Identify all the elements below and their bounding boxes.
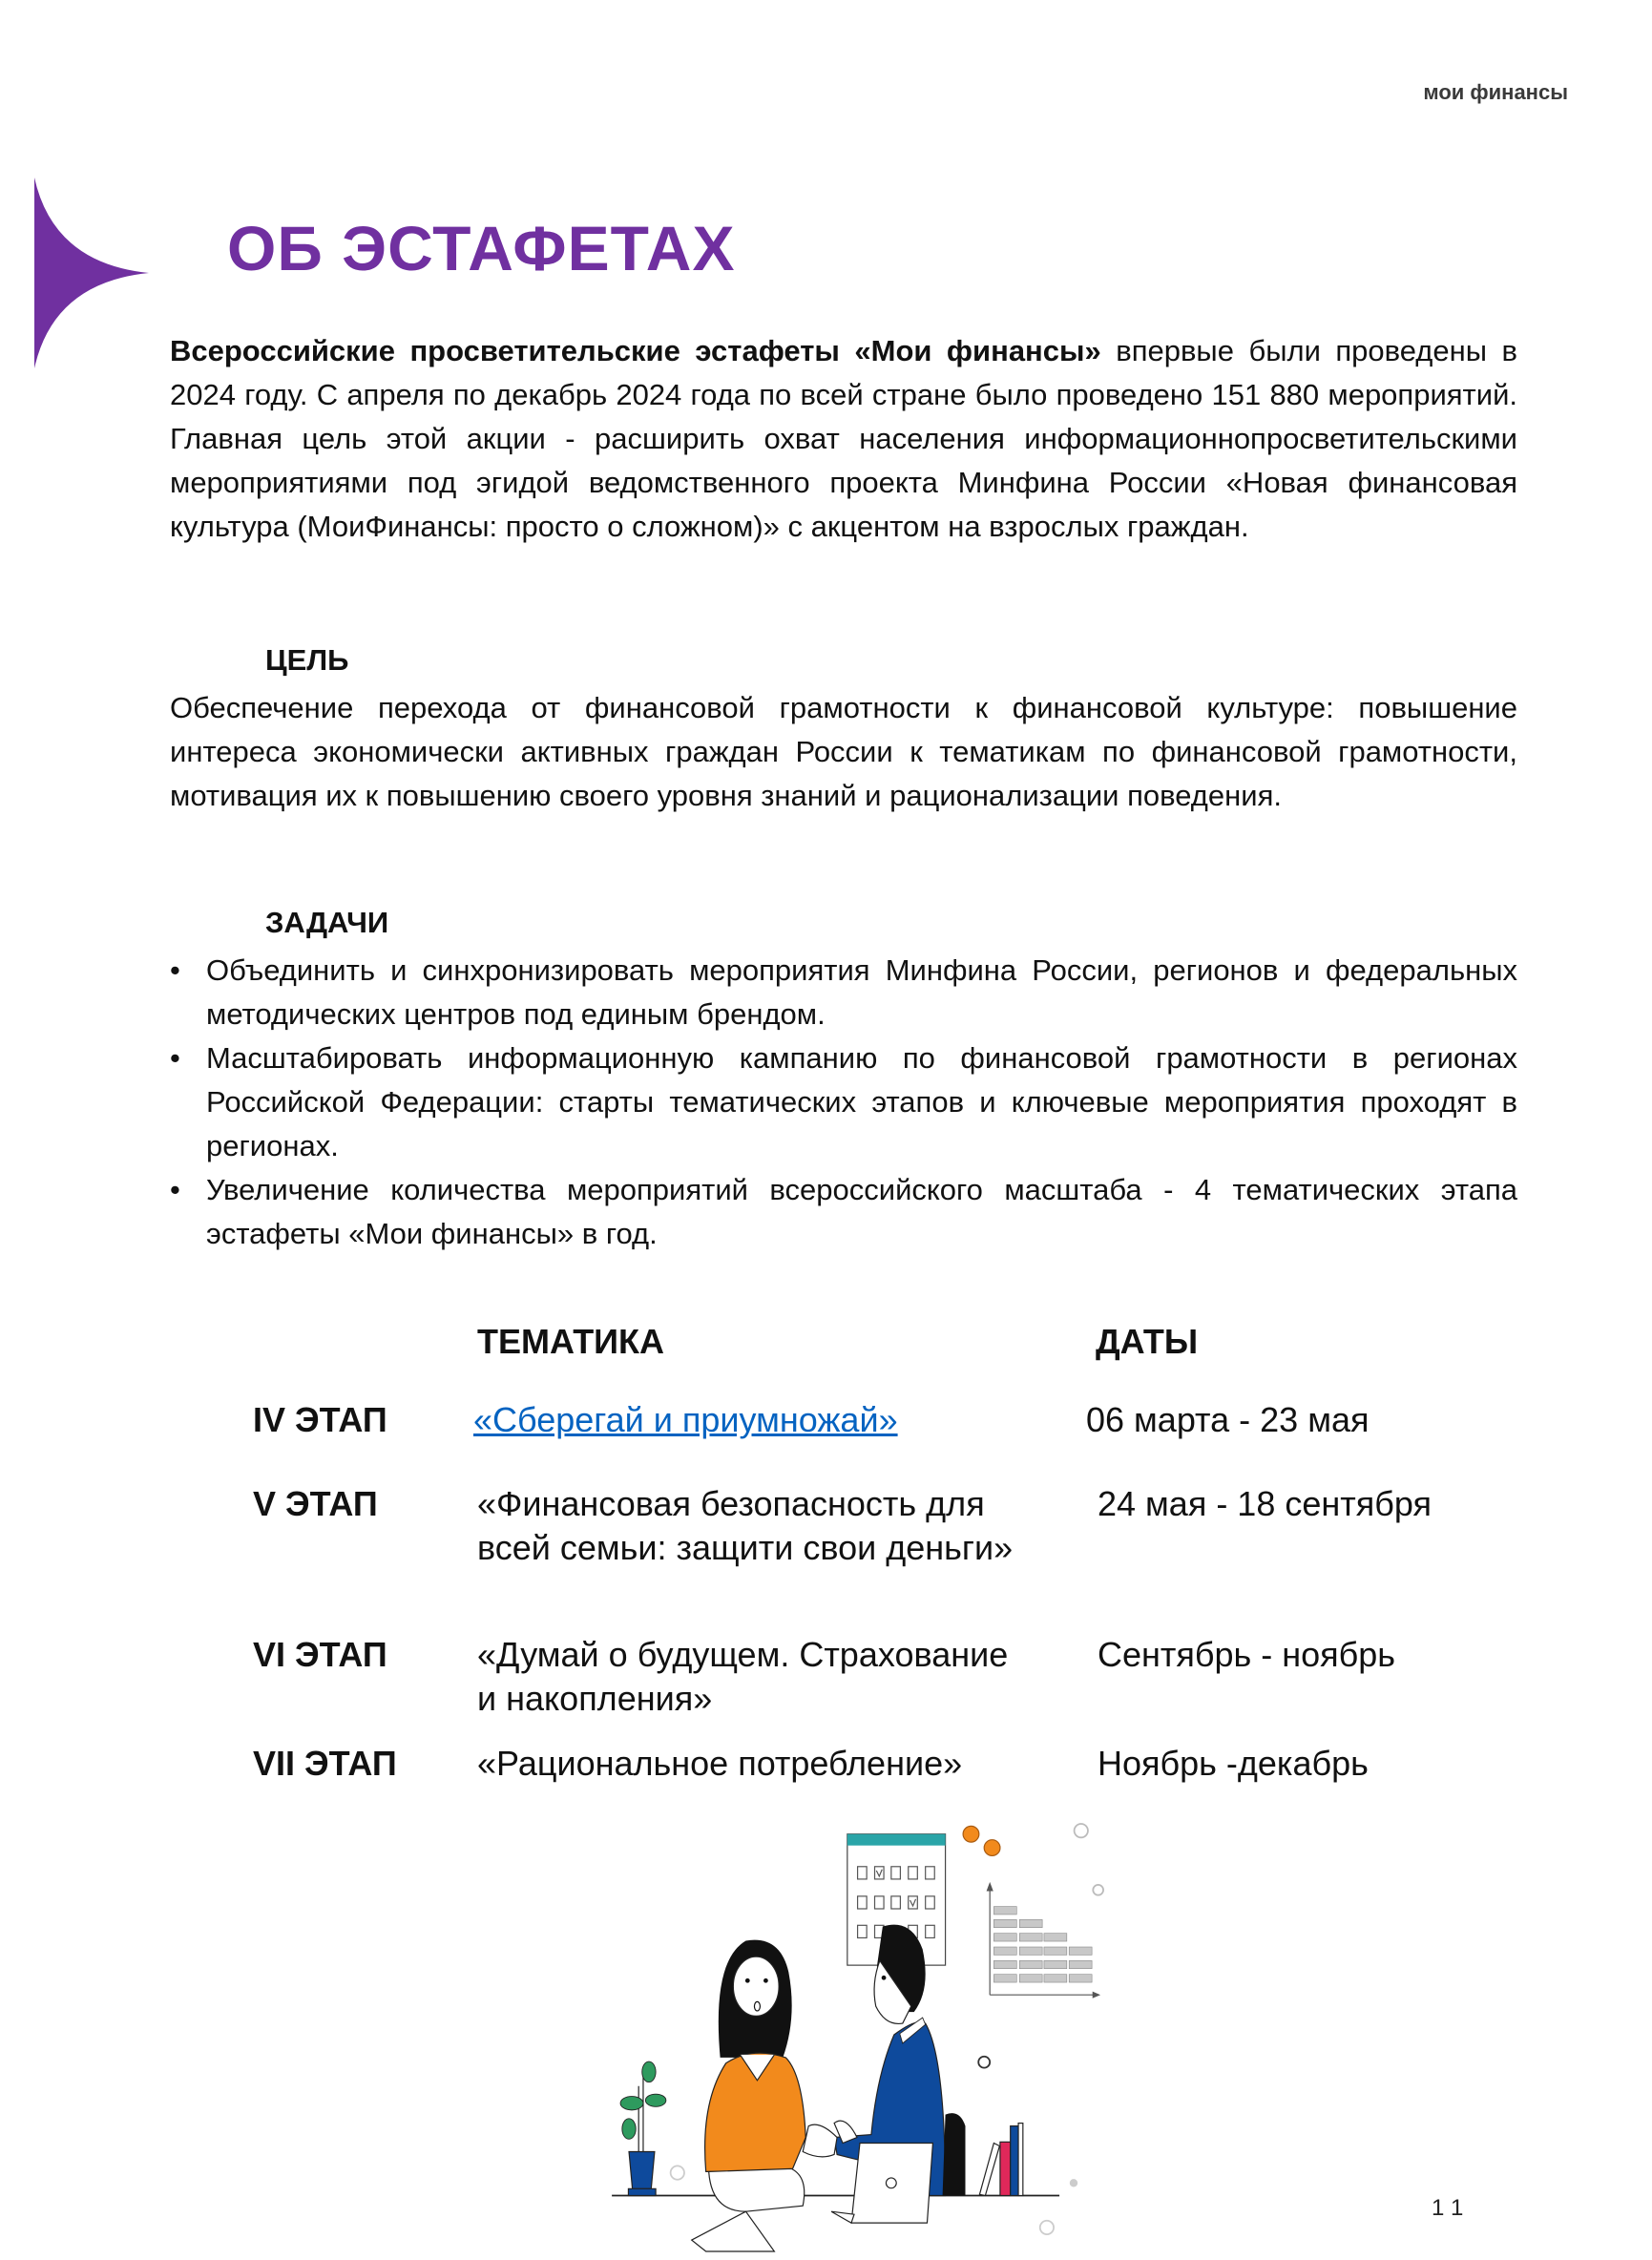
goal-text: Обеспечение перехода от финансовой грамотности к финансовой культуре: повышение интереса экономически активных граждан России к тематикам по финансовой грамотности, мотивация их к повышению своего уровня знаний и рационализации поведения. — [170, 691, 1517, 812]
stage-label: IV ЭТАП — [253, 1400, 387, 1439]
tasks-heading: ЗАДАЧИ — [265, 906, 389, 939]
decorative-circle — [1040, 2221, 1054, 2234]
stage-label: VII ЭТАП — [253, 1744, 397, 1783]
stage-dates: Сентябрь - ноябрь — [1098, 1635, 1396, 1674]
decorative-star-shape — [34, 178, 149, 368]
column-header-dates: ДАТЫ — [1096, 1322, 1199, 1361]
stage-label: V ЭТАП — [253, 1484, 378, 1523]
books-icon — [979, 2124, 1022, 2196]
decorative-circles — [1075, 1824, 1103, 1895]
stage-theme: «Финансовая безопасность для всей семьи: защити свои деньги» — [477, 1484, 1014, 1567]
goal-heading: ЦЕЛЬ — [265, 643, 349, 677]
page-number: 1 1 — [1432, 2195, 1464, 2221]
stage-theme: «Рациональное потребление» — [477, 1744, 963, 1783]
column-header-theme: ТЕМАТИКА — [477, 1322, 665, 1361]
task-item: • Объединить и синхронизировать мероприятия Минфина России, регионов и федеральных методических центров под единым брендом. — [170, 949, 1517, 1036]
consultation-illustration — [434, 1818, 1274, 2257]
stage-theme-link[interactable]: «Сберегай и приумножай» — [473, 1400, 898, 1439]
plant-icon — [620, 2061, 666, 2195]
stage-dates: 06 марта - 23 мая — [1086, 1400, 1370, 1439]
stage-theme: «Думай о будущем. Страхование и накопления» — [477, 1635, 1009, 1718]
header-brand: мои финансы — [1423, 80, 1568, 104]
task-item: • Масштабировать информационную кампанию по финансовой грамотности в регионах Российской Федерации: старты тематических этапов и ключевые мероприятия проходят в регионах. — [170, 1036, 1517, 1168]
decorative-circle — [671, 2166, 684, 2179]
intro-bold-lead: Всероссийские просветительские эстафеты «Мои финансы» — [170, 334, 1101, 367]
task-item: • Увеличение количества мероприятий всероссийского масштаба - 4 тематических этапа эстафеты «Мои финансы» в год. — [170, 1168, 1517, 1256]
stage-dates: 24 мая - 18 сентября — [1098, 1484, 1432, 1523]
decorative-dot — [1070, 2179, 1077, 2187]
intro-paragraph — [170, 329, 1517, 549]
tasks-list — [170, 949, 1517, 1256]
bar-chart-icon — [987, 1882, 1100, 1998]
stage-dates: Ноябрь -декабрь — [1098, 1744, 1369, 1783]
coins-icon — [963, 1826, 1000, 1855]
page-title: ОБ ЭСТАФЕТАХ — [227, 213, 736, 283]
decorative-circle — [978, 2057, 990, 2068]
intro-text: впервые были проведены в 2024 году. С апреля по декабрь 2024 года по всей стране было проведено 151 880 мероприятий. Главная цель этой акции - расширить охват населения информационнопросветительскими мероприятиями под эгидой ведомственного проекта Минфина России «Новая финансовая культура (МоиФинансы: просто о сложном)» с акцентом на взрослых граждан. — [170, 334, 1517, 543]
stage-label: VI ЭТАП — [253, 1635, 387, 1674]
woman-figure — [692, 1940, 805, 2251]
